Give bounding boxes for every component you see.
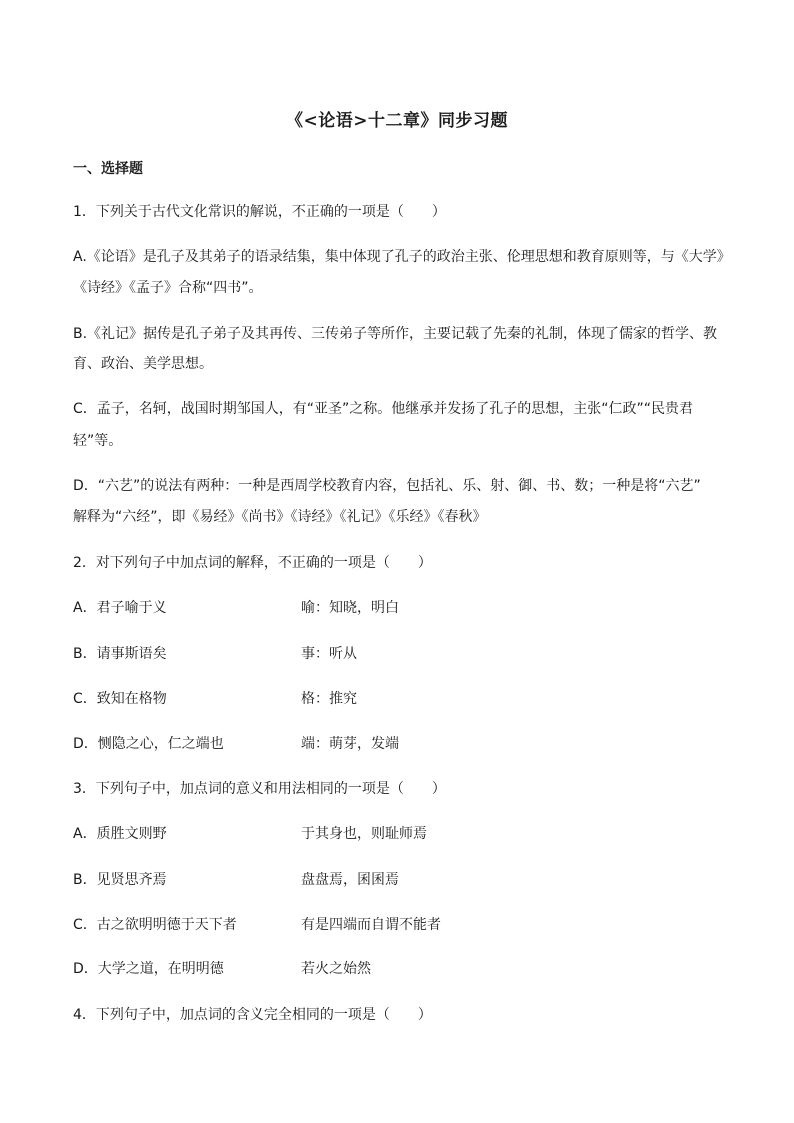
- question-2-option-a-left: A．君子喻于义: [73, 600, 167, 616]
- question-2-option-d-right: 端：萌芽，发端: [301, 736, 399, 752]
- question-4-stem: 4．下列句子中，加点词的含义完全相同的一项是（ ）: [73, 1007, 432, 1023]
- question-2-option-b-left: B．请事斯语矣: [73, 646, 167, 662]
- question-1-option-a-line1: A.《论语》是孔子及其弟子的语录结集，集中体现了孔子的政治主张、伦理思想和教育原则等，与《大学》: [73, 249, 731, 265]
- question-1-option-b-line1: B.《礼记》据传是孔子弟子及其再传、三传弟子等所作，主要记载了先秦的礼制，体现了儒家的哲学、教: [73, 326, 718, 342]
- question-1-option-b-line2: 育、政治、美学思想。: [73, 356, 213, 372]
- question-3-option-a-right: 于其身也，则耻师焉: [301, 826, 427, 842]
- question-1-option-d-line1: D．“六艺”的说法有两种：一种是西周学校教育内容，包括礼、乐、射、御、书、数；一种是将“六艺”: [73, 478, 701, 494]
- question-1-stem: 1．下列关于古代文化常识的解说，不正确的一项是（ ）: [73, 204, 446, 220]
- question-3-option-d-right: 若火之始然: [301, 961, 371, 977]
- question-1-option-a-line2: 《诗经》《孟子》合称“四书”。: [73, 280, 263, 296]
- section-heading: 一、选择题: [73, 161, 143, 177]
- document-title: 《<论语>十二章》同步习题: [286, 111, 508, 131]
- question-3-option-c-left: C．古之欲明明德于天下者: [73, 917, 237, 933]
- question-3-option-c-right: 有是四端而自谓不能者: [301, 917, 441, 933]
- question-1-option-d-line2: 解释为“六经”，即《易经》《尚书》《诗经》《礼记》《乐经》《春秋》: [73, 509, 487, 525]
- question-3-option-d-left: D．大学之道，在明明德: [73, 961, 224, 977]
- question-3-option-a-left: A．质胜文则野: [73, 826, 167, 842]
- question-3-option-b-left: B．见贤思齐焉: [73, 872, 167, 888]
- question-3-option-b-right: 盘盘焉，囷囷焉: [301, 872, 399, 888]
- question-1-option-c-line1: C．孟子，名轲，战国时期邹国人，有“亚圣”之称。他继承并发扬了孔子的思想，主张“仁政”“民贵君: [73, 401, 694, 417]
- question-2-option-c-left: C．致知在格物: [73, 691, 167, 707]
- question-2-option-a-right: 喻：知晓，明白: [301, 600, 399, 616]
- question-2-option-d-left: D．恻隐之心，仁之端也: [73, 736, 224, 752]
- question-1-option-c-line2: 轻”等。: [73, 433, 123, 449]
- question-2-stem: 2．对下列句子中加点词的解释，不正确的一项是（ ）: [73, 555, 432, 571]
- question-2-option-b-right: 事：听从: [301, 646, 357, 662]
- question-3-stem: 3．下列句子中，加点词的意义和用法相同的一项是（ ）: [73, 781, 446, 797]
- question-2-option-c-right: 格：推究: [301, 691, 357, 707]
